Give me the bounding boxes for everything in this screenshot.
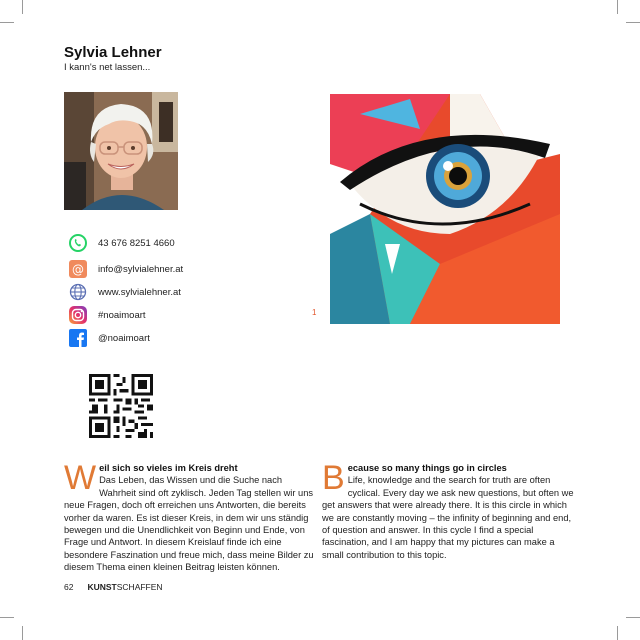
article-english-heading: ecause so many things go in circles: [347, 463, 507, 473]
article-german: [64, 459, 314, 574]
brand-light: SCHAFFEN: [116, 582, 163, 592]
contact-website[interactable]: [68, 282, 181, 302]
crop-mark: [22, 626, 23, 640]
email-address: info@sylvialehner.at: [98, 263, 184, 275]
crop-mark: [626, 617, 640, 618]
crop-mark: [626, 22, 640, 23]
svg-text:@: @: [72, 262, 84, 277]
page-number: 62: [64, 582, 74, 592]
article-english: [322, 459, 578, 561]
article-english-body: Life, knowledge and the search for truth are often cyclical. Every day we ask new questions, but often we get answers that were already there. It is this circle in which we are constantly moving – the infinity of beginning and end, of question and answer. In this cycle I find a special fascination, and I am happy that my pictures can make a small contribution to this topic.: [322, 475, 574, 560]
instagram-handle: #noaimoart: [98, 309, 146, 321]
email-icon: [68, 259, 88, 279]
crop-mark: [22, 0, 23, 14]
contact-facebook[interactable]: [68, 328, 150, 348]
crop-mark: [617, 0, 618, 14]
crop-mark: [617, 626, 618, 640]
facebook-handle: @noaimoart: [98, 332, 150, 344]
artist-name: Sylvia Lehner: [64, 44, 162, 61]
facebook-icon: [68, 328, 88, 348]
brand-bold: KUNST: [87, 582, 117, 592]
crop-mark: [0, 617, 14, 618]
contact-email[interactable]: [68, 259, 183, 279]
phone-number: 43 676 8251 4660: [98, 237, 175, 249]
dropcap-german: W: [64, 459, 97, 497]
crop-mark: [0, 22, 14, 23]
contact-phone[interactable]: [68, 233, 175, 253]
article-german-body: Das Leben, das Wissen und die Suche nach Wahrheit sind oft zyklisch. Jeden Tag stellen wir uns neue Fragen, doch oft erreichen uns Antworten, die bereits vorher da waren. Es ist dieser Kreis, in dem wir uns ständig bewegen und die Unendlichkeit von Beginn und Ende, von Frage und Antwort. In diesem Kreislauf finde ich eine besondere Faszination und freue mich, dass meine Bilder zu diesem Thema einen kleinen Beitrag leisten können.: [64, 475, 314, 573]
qr-code[interactable]: [89, 374, 153, 438]
website-url: www.sylvialehner.at: [98, 286, 181, 298]
artwork-number: 1: [312, 308, 317, 317]
globe-icon: [68, 282, 88, 302]
whatsapp-icon: [68, 233, 88, 253]
artwork-eye-painting: [330, 94, 560, 324]
contact-instagram[interactable]: [68, 305, 146, 325]
page-footer: [64, 582, 163, 592]
instagram-icon: [68, 305, 88, 325]
dropcap-english: B: [322, 459, 345, 497]
article-german-heading: eil sich so vieles im Kreis dreht: [99, 463, 238, 473]
artist-tagline: I kann's net lassen...: [64, 62, 151, 73]
artist-portrait: [64, 92, 178, 210]
magazine-brand: [87, 582, 162, 592]
